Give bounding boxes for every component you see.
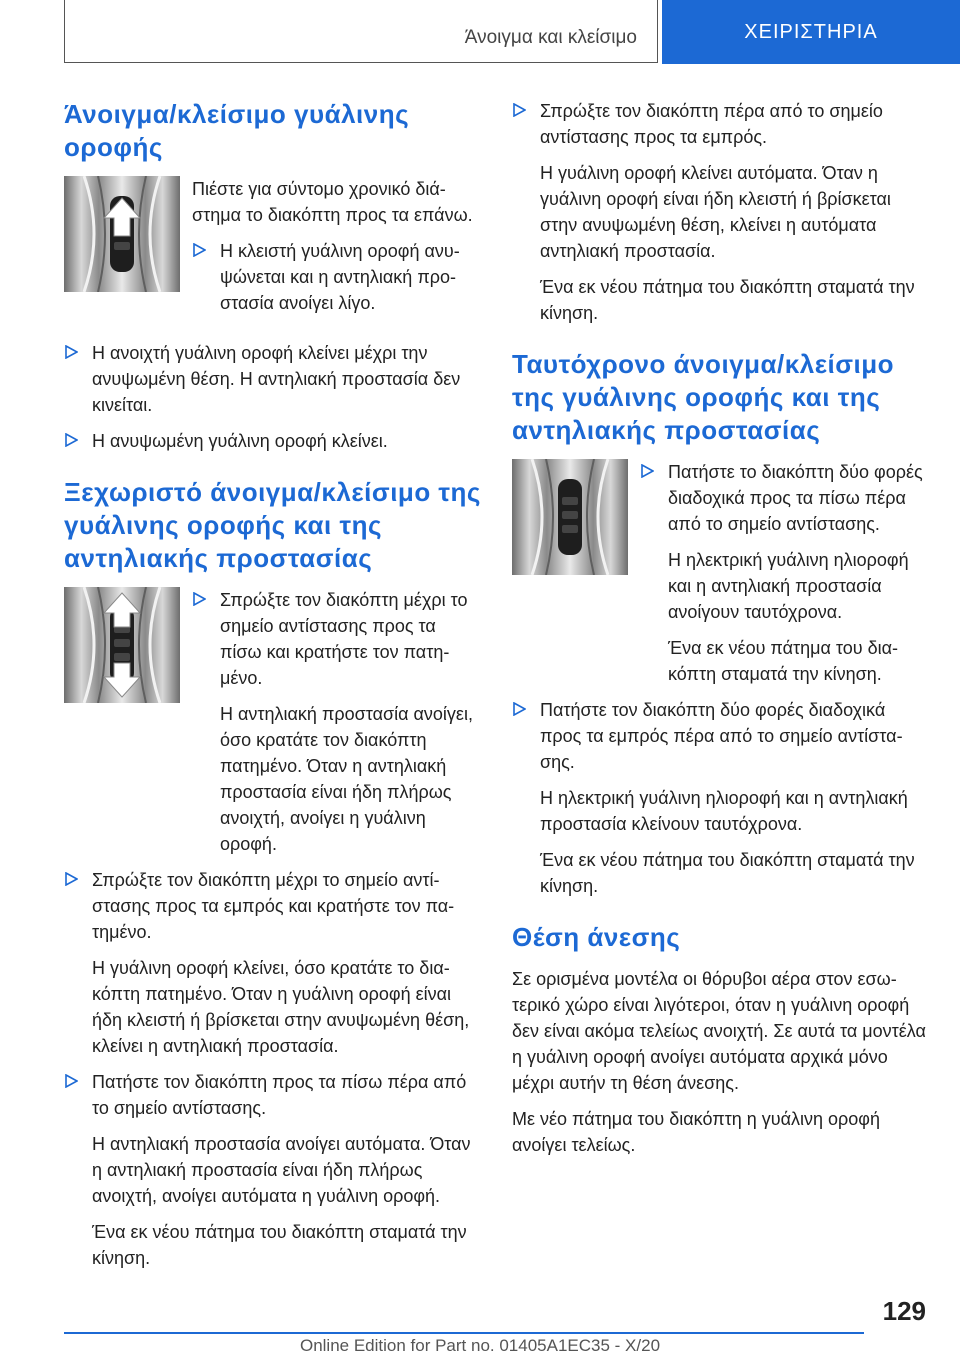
list-item-text: Σπρώξτε τον διακόπτη πέρα από το σημείο αντίστασης προς τα εμπρός. [540,101,883,147]
figure-row [64,176,482,316]
switch-up-down-figure [64,587,180,703]
list-item-text: Η ανοιχτή γυάλινη οροφή κλείνει μέχρι την ανυψωμένη θέση. Η αντηλιακή προστασία δεν κινείται. [92,343,461,415]
list-item [64,867,482,1059]
list-item-text: Πατήστε τον διακόπτη προς τα πίσω πέρα από το σημείο αντίστασης. [92,1072,467,1118]
triangle-bullet-icon [512,103,526,117]
list-item-text: Σπρώξτε τον διακόπτη μέχρι το σημείο αντίστασης προς τα εμπρός και κρατήστε τον πατημένο. [92,870,455,942]
list-item-result: Η γυάλινη οροφή κλείνει αυτόματα. Όταν η γυάλινη οροφή είναι ήδη κλειστή ή βρίσκεται στην ανυψωμένη θέση, κλείνει η αυτόματα αντηλιακή προστασία. [540,163,891,261]
section-heading: Άνοιγμα/κλείσιμο γυάλινης οροφής [64,99,410,162]
list-item-stop: Ένα εκ νέου πάτημα του διακόπτη σταματά την κίνηση. [92,1222,467,1268]
figure-row [64,587,482,857]
list-item [64,428,482,454]
switch-up-figure [64,176,180,292]
triangle-bullet-icon [64,345,78,359]
section-heading: Ξεχωριστό άνοιγμα/κλείσιμο της γυάλινης οροφής και της αντηλιακής προστασίας [64,477,481,573]
list-item-result: Η ηλεκτρική γυάλινη ηλιοροφή και η αντηλιακή προστασία ανοίγουν ταυτόχρονα. [668,550,909,622]
list-item-text: Η κλειστή γυάλινη οροφή ανυψώνεται και η αντηλιακή προστασία ανοίγει λίγο. [220,241,460,313]
triangle-bullet-icon [64,1074,78,1088]
list-item [512,98,930,326]
list-item [512,697,930,899]
header-chapter-tab: ΧΕΙΡΙΣΤΗΡΙΑ [662,0,960,64]
page-header [64,0,960,64]
list-item-result: Η αντηλιακή προστασία ανοίγει, όσο κρατάτε τον διακόπτη πατημένο. Όταν η αντηλιακή προστασία είναι ήδη πλήρως ανοιχτή, ανοίγει η γυάλινη οροφή. [220,704,473,854]
list-item [192,587,482,857]
left-column [64,98,482,1293]
triangle-bullet-icon [64,872,78,886]
figure-row [512,459,930,687]
list-item-text: Σπρώξτε τον διακόπτη μέχρι το σημείο αντίστασης προς τα πίσω και κρατήστε τον πατημένο. [220,590,468,688]
section-simultaneous [512,348,930,899]
continued-list [512,98,930,326]
list-item-text: Πατήστε τον διακόπτη δύο φορές διαδοχικά προς τα εμπρός πέρα από το σημείο αντίστασης. [540,700,903,772]
paragraph: Σε ορισμένα μοντέλα οι θόρυβοι αέρα στον εσωτερικό χώρο είναι λιγότεροι, όταν η γυάλινη οροφή δεν είναι ακόμα τελείως ανοιχτή. Σε αυτά τα μοντέλα η γυάλινη οροφή ανοίγει αυτόματα αρχικά μόνο μέχρι αυτήν τη θέση άνεσης. [512,969,926,1093]
header-tab-frame [64,0,658,63]
triangle-bullet-icon [192,243,206,257]
list-item-result: Η γυάλινη οροφή κλείνει, όσο κρατάτε το διακόπτη πατημένο. Όταν η γυάλινη οροφή είναι ήδη κλειστή ή βρίσκεται στην ανυψωμένη θέση, κλείνει η αντηλιακή προστασία. [92,958,470,1056]
right-column [512,98,930,1180]
list-item [640,459,930,687]
triangle-bullet-icon [640,464,654,478]
section-heading: Θέση άνεσης [512,922,681,952]
section-heading: Ταυτόχρονο άνοιγμα/κλείσιμο της γυάλινης οροφής και της αντηλιακής προστασίας [512,349,895,445]
list-item-stop: Ένα εκ νέου πάτημα του διακόπτη σταματά την κίνηση. [540,277,915,323]
list-item-stop: Ένα εκ νέου πάτημα του διακόπτη σταματά την κίνηση. [540,850,915,896]
list-item [64,340,482,418]
list-item-result: Η αντηλιακή προστασία ανοίγει αυτόματα. Όταν η αντηλιακή προστασία είναι ήδη πλήρως ανοιχτή, ανοίγει αυτόματα η γυάλινη οροφή. [92,1134,471,1206]
figure-text: Πιέστε για σύντομο χρονικό διάστημα το διακόπτη προς τα επάνω. [192,179,473,225]
list-item-text: Πατήστε το διακόπτη δύο φορές διαδοχικά προς τα πίσω πέρα από το σημείο αντίστασης. [668,462,923,534]
triangle-bullet-icon [512,702,526,716]
switch-panel-figure [512,459,628,575]
list-item-result: Η ηλεκτρική γυάλινη ηλιοροφή και η αντηλιακή προστασία κλείνουν ταυτόχρονα. [540,788,908,834]
footer-edition: Online Edition for Part no. 01405A1EC35 - X/20 [299,1336,661,1355]
page-number: 129 [882,1296,926,1326]
list-item [192,238,482,316]
paragraph: Με νέο πάτημα του διακόπτη η γυάλινη οροφή ανοίγει τελείως. [512,1109,880,1155]
footer-rule [64,1332,864,1334]
list-item-stop: Ένα εκ νέου πάτημα του διακόπτη σταματά την κίνηση. [668,638,899,684]
triangle-bullet-icon [64,433,78,447]
header-section-title: Άνοιγμα και κλείσιμο [464,27,637,48]
section-open-close-roof [64,98,482,454]
section-separate-open-close [64,476,482,1271]
section-comfort-position [512,921,930,1158]
list-item [64,1069,482,1271]
triangle-bullet-icon [192,592,206,606]
list-item-text: Η ανυψωμένη γυάλινη οροφή κλείνει. [92,431,388,451]
